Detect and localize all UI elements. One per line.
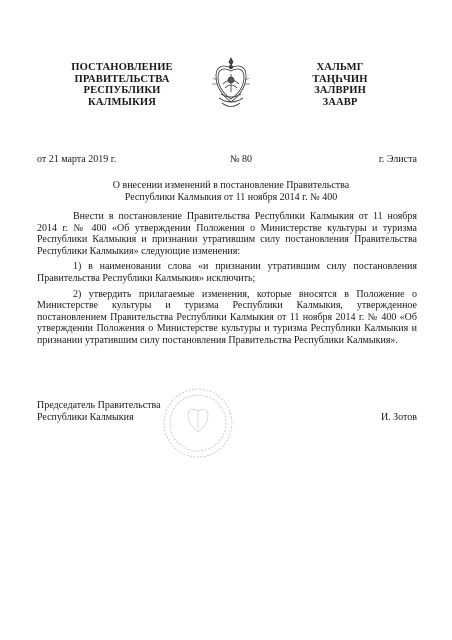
subject-line: О внесении изменений в постановление Правительства	[112, 180, 350, 191]
header-right-line: ХАЛЬМГ	[316, 62, 364, 73]
document-date: от 21 марта 2019 г.	[37, 154, 117, 165]
document-number: № 80	[230, 154, 253, 165]
subject-line: Республики Калмыкия от 11 ноября 2014 г. № 400	[124, 191, 338, 203]
document-subject	[100, 180, 362, 203]
header-left-line: КАЛМЫКИЯ	[88, 96, 156, 108]
header-left-line: ПРАВИТЕЛЬСТВА	[74, 73, 170, 85]
document-body	[37, 211, 417, 351]
signatory-title-line: Председатель Правительства	[37, 400, 161, 411]
body-paragraph: 2) утвердить прилагаемые изменения, которые вносятся в Положение о Министерстве культуры и туризма Республики Калмыкия, утвержденное постановлением Правительства Республики Калмыкия от 11 ноября 2014 г. № 400 «Об утверждении Положения о Министерстве культуры и туризма Республики Калмыкия и признании утратившим силу постановления Правительства Республики Калмыкия».	[37, 288, 417, 346]
document-meta	[37, 154, 417, 166]
coat-of-arms-icon	[209, 56, 253, 112]
signatory-title	[37, 400, 417, 423]
header-right-line: ЗАЛВРИН	[314, 85, 366, 97]
header-left-line: ПОСТАНОВЛЕНИЕ	[71, 62, 173, 73]
header-right-title	[300, 62, 380, 108]
document-city: г. Элиста	[378, 154, 417, 165]
body-paragraph: 1) в наименовании слова «и признании утратившим силу постановления Правительства Республики Калмыкия» исключить;	[37, 261, 417, 284]
header-right-line: ЗААВР	[322, 96, 358, 108]
signatory-name: И. Зотов	[380, 411, 417, 423]
signature-block	[37, 400, 417, 423]
header-left-line: РЕСПУБЛИКИ	[83, 85, 161, 97]
signatory-title-line: Республики Калмыкия	[37, 411, 134, 423]
header-left-title	[58, 62, 186, 108]
header-right-line: ТАҢҺЧИН	[312, 73, 368, 85]
body-paragraph: Внести в постановление Правительства Республики Калмыкия от 11 ноября 2014 г. № 400 «Об утверждении Положения о Министерстве культуры и туризма Республики Калмыкия и признании утратившим силу постановления Правительства Республики Калмыкия» следующие изменения:	[37, 211, 417, 257]
